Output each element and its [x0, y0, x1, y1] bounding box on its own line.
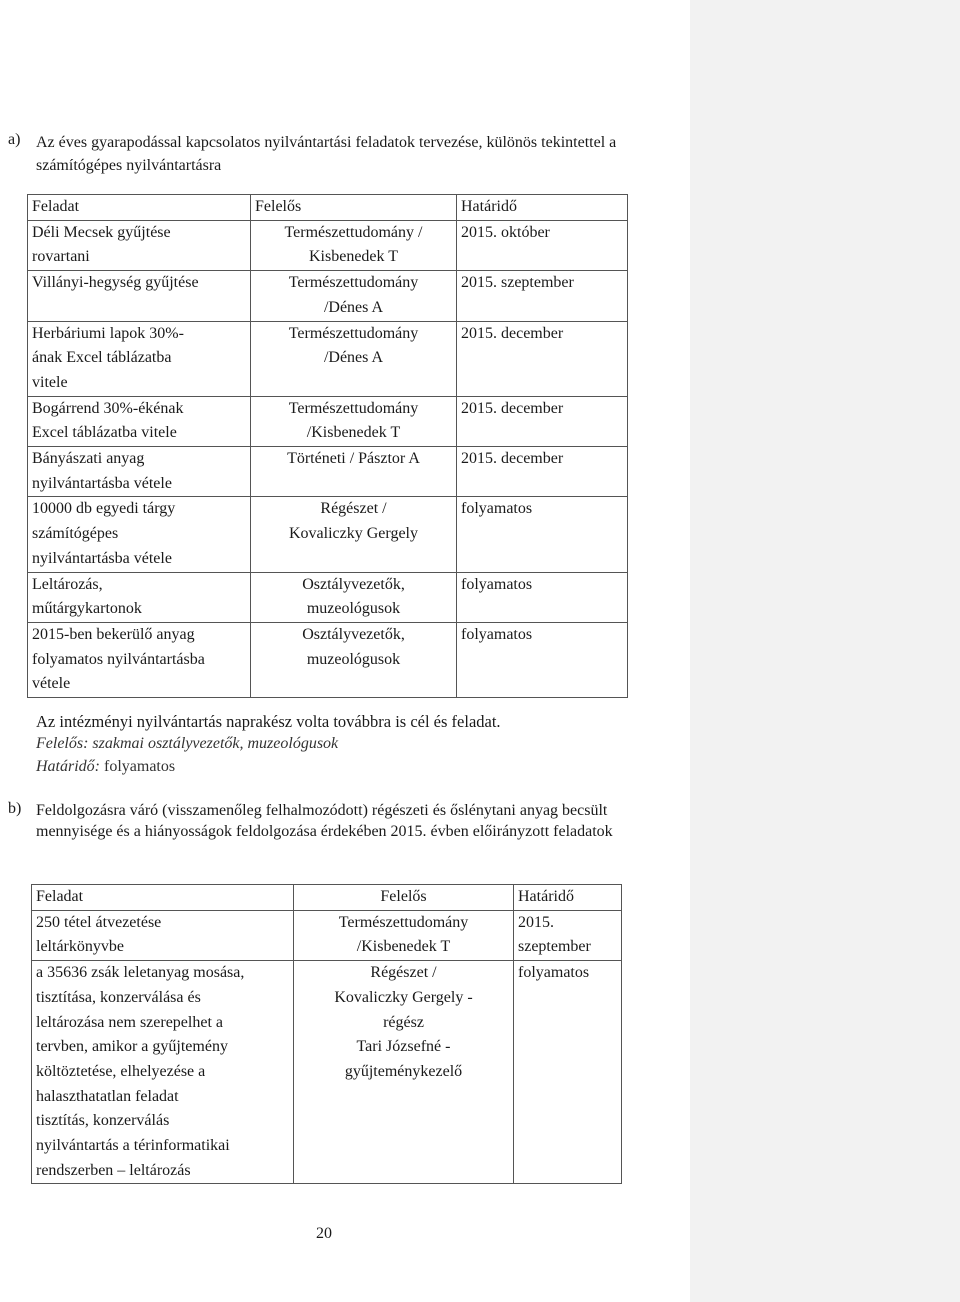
deadline-cell: 2015. szeptember: [457, 271, 628, 321]
note-deadline-label: Határidő:: [36, 758, 100, 775]
task-cell: Villányi-hegység gyűjtése: [28, 271, 251, 321]
task-cell: 2015-ben bekerülő anyag folyamatos nyilvántartásba vétele: [28, 622, 251, 697]
responsible-cell: Régészet / Kovaliczky Gergely - régész Tari Józsefné - gyűjteménykezelő: [294, 961, 514, 1184]
table-row: [28, 271, 628, 321]
responsible-cell: Természettudomány /Dénes A: [251, 321, 457, 396]
section-a-label: a): [8, 131, 21, 148]
responsible-cell: Természettudomány /Kisbenedek T: [294, 910, 514, 960]
section-b-heading: Feldolgozásra váró (visszamenőleg felhalmozódott) régészeti és őslénytani anyag becsült mennyisége és a hiányosságok feldolgozása érdekében 2015. évben előirányzott feladatok: [36, 802, 613, 840]
table-row: [28, 497, 628, 572]
responsible-cell: Régészet / Kovaliczky Gergely: [251, 497, 457, 572]
table-header-row: [28, 195, 628, 221]
table-row: [32, 961, 622, 1184]
table-row: [28, 220, 628, 270]
responsible-cell: Osztályvezetők, muzeológusok: [251, 622, 457, 697]
table-row: [28, 447, 628, 497]
task-table-a: [27, 194, 628, 698]
task-cell: a 35636 zsák leletanyag mosása, tisztítása, konzerválása és leltározása nem szerepelhet a tervben, amikor a gyűjtemény költöztetése, elhelyezése a halaszthatatlan feladat tisztítás, konzerválás nyilvántartás a térinformatikai rendszerben – leltározás: [32, 961, 294, 1184]
deadline-cell: 2015. december: [457, 321, 628, 396]
note-deadline: [36, 758, 676, 776]
responsible-cell: Természettudomány / Kisbenedek T: [251, 220, 457, 270]
responsible-cell: Történeti / Pásztor A: [251, 447, 457, 497]
note-responsible: Felelős: szakmai osztályvezetők, muzeológusok: [36, 735, 339, 752]
table-row: [28, 321, 628, 396]
deadline-cell: folyamatos: [457, 622, 628, 697]
task-cell: Bányászati anyag nyilvántartásba vétele: [28, 447, 251, 497]
header-felelos: Felelős: [294, 885, 514, 911]
section-b-label: b): [8, 800, 22, 817]
table-row: [32, 910, 622, 960]
responsible-cell: Osztályvezetők, muzeológusok: [251, 572, 457, 622]
table-row: [28, 396, 628, 446]
task-cell: 10000 db egyedi tárgy számítógépes nyilvántartásba vétele: [28, 497, 251, 572]
header-felelos: Felelős: [251, 195, 457, 221]
note-goal: Az intézményi nyilvántartás naprakész volta továbbra is cél és feladat.: [36, 712, 501, 731]
task-cell: 250 tétel átvezetése leltárkönyvbe: [32, 910, 294, 960]
deadline-cell: folyamatos: [457, 497, 628, 572]
comment-margin: [690, 0, 960, 1302]
responsible-cell: Természettudomány /Kisbenedek T: [251, 396, 457, 446]
task-table-b: [31, 884, 622, 1184]
deadline-cell: folyamatos: [457, 572, 628, 622]
header-feladat: Feladat: [28, 195, 251, 221]
deadline-cell: 2015. december: [457, 447, 628, 497]
note-deadline-value: folyamatos: [100, 758, 176, 775]
table-row: [28, 572, 628, 622]
page-number: 20: [316, 1225, 332, 1242]
table-header-row: [32, 885, 622, 911]
deadline-cell: 2015. szeptember: [514, 910, 622, 960]
deadline-cell: folyamatos: [514, 961, 622, 1184]
task-cell: Déli Mecsek gyűjtése rovartani: [28, 220, 251, 270]
header-feladat: Feladat: [32, 885, 294, 911]
responsible-cell: Természettudomány /Dénes A: [251, 271, 457, 321]
task-cell: Herbáriumi lapok 30%- ának Excel táblázatba vitele: [28, 321, 251, 396]
table-row: [28, 622, 628, 697]
task-cell: Leltározás, műtárgykartonok: [28, 572, 251, 622]
header-hatarido: Határidő: [514, 885, 622, 911]
section-a-heading: Az éves gyarapodással kapcsolatos nyilvántartási feladatok tervezése, különös tekintettel a számítógépes nyilvántartásra: [36, 134, 617, 174]
deadline-cell: 2015. december: [457, 396, 628, 446]
header-hatarido: Határidő: [457, 195, 628, 221]
task-cell: Bogárrend 30%-ékénak Excel táblázatba vitele: [28, 396, 251, 446]
deadline-cell: 2015. október: [457, 220, 628, 270]
